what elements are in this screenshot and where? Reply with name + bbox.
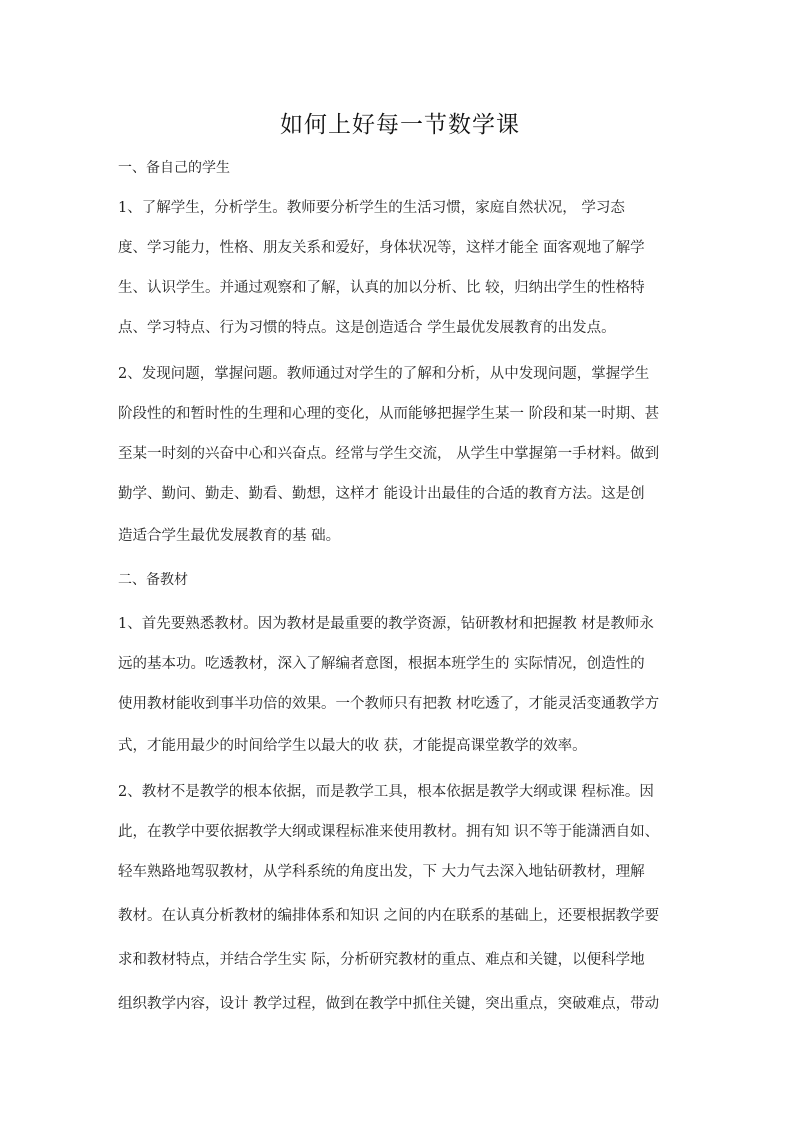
document-title: 如何上好每一节数学课 <box>280 112 520 138</box>
paragraph-line: 求和教材特点，并结合学生实 际，分析研究教材的重点、难点和关键，以便科学地 <box>118 952 645 968</box>
paragraph-line: 2、教材不是教学的根本依据，而是教学工具，根本依据是教学大纲或课 程标准。因 <box>118 784 654 800</box>
paragraph-line: 教材。在认真分析教材的编排体系和知识 之间的内在联系的基础上，还要根据教学要 <box>118 908 660 924</box>
paragraph-line: 1、首先要熟悉教材。因为教材是最重要的教学资源，钻研教材和把握教 材是教师永 <box>118 616 654 632</box>
section-heading: 一、备自己的学生 <box>118 160 230 176</box>
paragraph-line: 生、认识学生。并通过观察和了解，认真的加以分析、比 较，归纳出学生的性格特 <box>118 280 645 296</box>
paragraph-line: 点、学习特点、行为习惯的特点。这是创造适合 学生最优发展教育的出发点。 <box>118 320 616 336</box>
section-heading: 二、备教材 <box>118 572 188 588</box>
paragraph-line: 勤学、勤问、勤走、勤看、勤想，这样才 能设计出最佳的合适的教育方法。这是创 <box>118 486 645 502</box>
paragraph-line: 此，在教学中要依据教学大纲或课程标准来使用教材。拥有知 识不等于能潇洒自如、 <box>118 824 660 840</box>
paragraph-line: 式，才能用最少的时间给学生以最大的收 获，才能提高课堂教学的效率。 <box>118 738 587 754</box>
paragraph-line: 至某一时刻的兴奋中心和兴奋点。经常与学生交流， 从学生中掌握第一手材料。做到 <box>118 446 660 462</box>
paragraph-line: 阶段性的和暂时性的生理和心理的变化，从而能够把握学生某一 阶段和某一时期、甚 <box>118 406 660 422</box>
paragraph-line: 2、发现问题，掌握问题。教师通过对学生的了解和分析，从中发现问题，掌握学生 <box>118 366 650 382</box>
paragraph-line: 使用教材能收到事半功倍的效果。一个教师只有把教 材吃透了，才能灵活变通教学方 <box>118 696 660 712</box>
paragraph-line: 组织教学内容，设计 教学过程，做到在教学中抓住关键，突出重点，突破难点，带动 <box>118 996 660 1012</box>
paragraph-line: 1、了解学生，分析学生。教师要分析学生的生活习惯，家庭自然状况， 学习态 <box>118 200 625 216</box>
paragraph-line: 远的基本功。吃透教材，深入了解编者意图，根据本班学生的 实际情况，创造性的 <box>118 656 645 672</box>
paragraph-line: 度、学习能力，性格、朋友关系和爱好，身体状况等，这样才能全 面客观地了解学 <box>118 240 645 256</box>
paragraph-line: 造适合学生最优发展教育的基 础。 <box>118 528 341 544</box>
paragraph-line: 轻车熟路地驾驭教材，从学科系统的角度出发，下 大力气去深入地钻研教材，理解 <box>118 864 645 880</box>
